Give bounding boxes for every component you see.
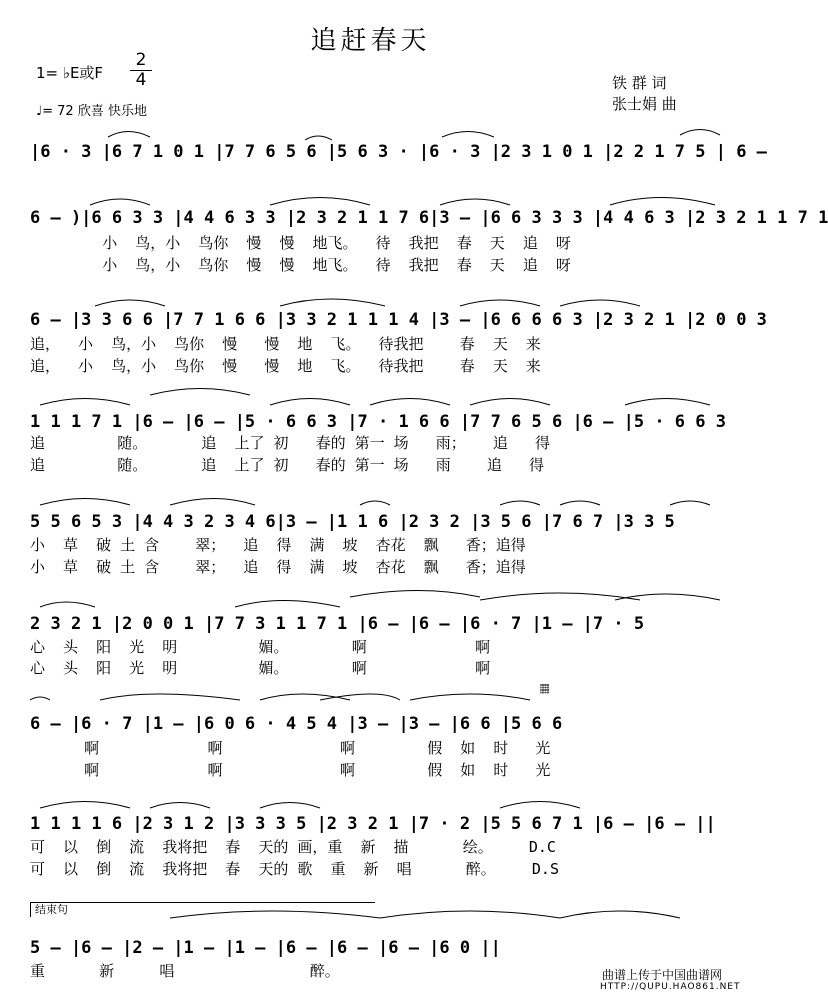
time-signature-top: 2 (135, 50, 147, 70)
time-signature-bottom: 4 (135, 70, 147, 90)
score-line-9: 5 — |6 — |2 — |1 — |1 — |6 — |6 — |6 — |6 0 || (30, 938, 501, 958)
lyric-line-4a: 追 随。 追 上了 初 春的 第一 场 雨； 追 得 (30, 434, 550, 452)
score-line-7: 6 — |6 · 7 |1 — |6 0 6 · 4 5 4 |3 — |3 — |6 6 |5 6 6 (30, 714, 563, 734)
lyric-line-2a: 小 鸟，小 鸟你 慢 慢 地飞。 待 我把 春 天 追 呀 (30, 234, 571, 252)
composer: 张士娟 曲 (612, 95, 677, 113)
lyric-line-6b: 心 头 阳 光 明 媚。 啊 啊 (30, 659, 491, 677)
score-line-4: 1 1 1 7 1 |6 — |6 — |5 · 6 6 3 |7 · 1 6 6 |7 7 6 5 6 |6 — |5 · 6 6 3 (30, 412, 726, 432)
lyric-line-7b: 啊 啊 啊 假 如 时 光 (30, 761, 551, 779)
score-line-5: 5 5 6 5 3 |4 4 3 2 3 4 6|3 — |1 1 6 |2 3 2 |3 5 6 |7 6 7 |3 3 5 (30, 512, 675, 532)
lyricist: 铁 群 词 (612, 74, 667, 92)
tempo-marking: ♩= 72 欣喜 快乐地 (36, 104, 147, 119)
lyric-line-8a: 可 以 倒 流 我将把 春 天的 画，重 新 描 绘。 D.C (30, 838, 556, 856)
lyric-line-2b: 小 鸟，小 鸟你 慢 慢 地飞。 待 我把 春 天 追 呀 (30, 256, 571, 274)
key-signature: 1= ♭E或F (36, 64, 104, 82)
score-line-1: |6 · 3 |6 7 1 0 1 |7 7 6 5 6 |5 6 3 · |6 · 3 |2 3 1 0 1 |2 2 1 7 5 | 6 — (30, 142, 767, 162)
footer-url: HTTP://QUPU.HAO861.NET (600, 982, 741, 992)
lyric-line-5a: 小 草 破 土 含 翠； 追 得 满 坡 杏花 飘 香；追得 (30, 536, 526, 554)
score-line-8: 1 1 1 1 6 |2 3 1 2 |3 3 3 5 |2 3 2 1 |7 · 2 |5 5 6 7 1 |6 — |6 — || (30, 814, 716, 834)
lyric-line-9a: 重 新 唱 醉。 (30, 962, 340, 980)
lyric-line-3a: 追， 小 鸟，小 鸟你 慢 慢 地 飞。 待我把 春 天 来 (30, 335, 541, 353)
slur (380, 911, 560, 918)
lyric-line-7a: 啊 啊 啊 假 如 时 光 (30, 739, 551, 757)
score-line-6: 2 3 2 1 |2 0 0 1 |7 7 3 1 1 7 1 |6 — |6 — |6 · 7 |1 — |7 · 5 (30, 614, 645, 634)
lyric-line-3b: 追， 小 鸟，小 鸟你 慢 慢 地 飞。 待我把 春 天 来 (30, 357, 541, 375)
svg-text:𝄜: 𝄜 (540, 682, 550, 698)
footer-credit: 曲谱上传于中国曲谱网 (602, 968, 723, 982)
page-title: 追赶春天 (310, 26, 431, 56)
time-signature (130, 52, 152, 89)
slur (560, 911, 680, 918)
ending-bracket (30, 902, 375, 917)
lyric-line-5b: 小 草 破 土 含 翠； 追 得 满 坡 杏花 飘 香；追得 (30, 558, 526, 576)
score-line-2: 6 — )|6 6 3 3 |4 4 6 3 3 |2 3 2 1 1 7 6|3 — |6 6 3 3 3 |4 4 6 3 |2 3 2 1 1 7 1 (30, 208, 828, 228)
lyric-line-4b: 追 随。 追 上了 初 春的 第一 场 雨 追 得 (30, 456, 544, 474)
lyric-line-8b: 可 以 倒 流 我将把 春 天的 歌 重 新 唱 醉。 D.S (30, 860, 559, 878)
score-line-3: 6 — |3 3 6 6 |7 7 1 6 6 |3 3 2 1 1 1 4 |3 — |6 6 6 6 3 |2 3 2 1 |2 0 0 3 (30, 310, 767, 330)
lyric-line-6a: 心 头 阳 光 明 媚。 啊 啊 (30, 638, 491, 656)
ending-label: 结束句 (35, 903, 68, 916)
